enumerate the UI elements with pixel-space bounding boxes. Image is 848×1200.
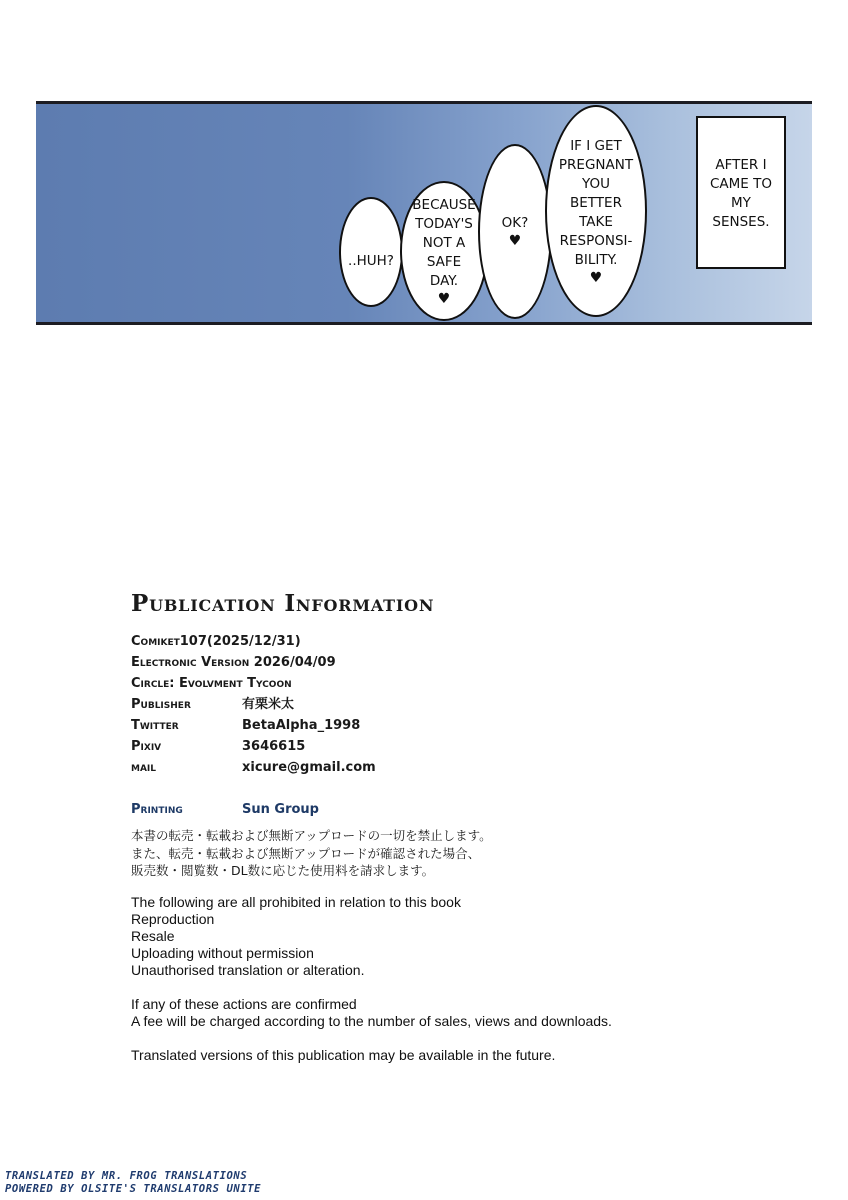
twitter-label: Twitter (131, 718, 179, 733)
twitter-value: BetaAlpha_1998 (242, 718, 361, 733)
printing-label: Printing (131, 802, 183, 817)
prohibited-item: Reproduction (131, 910, 215, 927)
prohibited-item: Uploading without permission (131, 944, 314, 961)
page-title: Publication Information (131, 590, 435, 617)
publication-info (131, 590, 731, 1064)
speech-bubble-ok (478, 144, 552, 319)
mail-value: xicure@gmail.com (242, 760, 376, 775)
manga-panel (36, 101, 812, 325)
speech-bubble-huh (339, 197, 403, 307)
event-line: Comiket107(2025/12/31) (131, 634, 301, 649)
printing-row (131, 799, 731, 820)
publisher-value: 有栗米太 (242, 697, 295, 712)
heart-icon: ♥ (508, 233, 522, 249)
fee-notice-line: A fee will be charged according to the number of sales, views and downloads. (131, 1012, 612, 1029)
japanese-notice-line: また、転売・転載および無断アップロードが確認された場合、 (131, 845, 481, 861)
electronic-version-line: Electronic Version 2026/04/09 (131, 655, 336, 670)
speech-bubble-text: BECAUSE TODAY'S NOT A SAFE DAY. (412, 196, 476, 289)
japanese-notice (131, 827, 731, 880)
translated-by-line: TRANSLATED BY MR. FROG TRANSLATIONS (5, 1170, 248, 1182)
heart-icon: ♥ (589, 269, 603, 286)
speech-bubble-text: ..HUH? (348, 253, 394, 269)
fee-notice (131, 996, 731, 1030)
twitter-row (131, 715, 731, 736)
japanese-notice-line: 本書の転売・転載および無断アップロードの一切を禁止します。 (131, 828, 492, 843)
speech-bubble-text: IF I GET PREGNANT YOU BETTER TAKE RESPONSI- BILITY. (558, 137, 634, 268)
heart-icon: ♥ (437, 290, 451, 307)
pixiv-value: 3646615 (242, 739, 306, 754)
speech-bubble-safe-day (400, 181, 488, 321)
speech-bubble-text: OK? (501, 215, 529, 231)
fee-notice-line: If any of these actions are confirmed (131, 995, 357, 1012)
circle-line: Circle: Evolvment Tycoon (131, 676, 292, 691)
prohibited-list (131, 894, 731, 979)
pixiv-label: Pixiv (131, 739, 162, 754)
publisher-row (131, 694, 731, 715)
speech-bubble-responsibility (545, 105, 647, 317)
pixiv-row (131, 736, 731, 757)
prohibited-item: Resale (131, 927, 175, 944)
narration-caption: AFTER I CAME TO MY SENSES. (696, 116, 786, 269)
prohibited-item: Unauthorised translation or alteration. (131, 961, 365, 978)
powered-by-line: POWERED BY OLSITE'S TRANSLATORS UNITE (5, 1183, 262, 1195)
translator-credits (5, 1170, 261, 1196)
future-notice-line: Translated versions of this publication may be available in the future. (131, 1046, 556, 1063)
prohibited-heading: The following are all prohibited in relation to this book (131, 893, 461, 910)
mail-label: mail (131, 760, 157, 775)
publisher-label: Publisher (131, 697, 191, 712)
mail-row (131, 757, 731, 778)
japanese-notice-line: 販売数・閲覧数・DL数に応じた使用料を請求します。 (131, 863, 435, 878)
printing-value: Sun Group (242, 802, 319, 817)
future-notice (131, 1047, 731, 1064)
